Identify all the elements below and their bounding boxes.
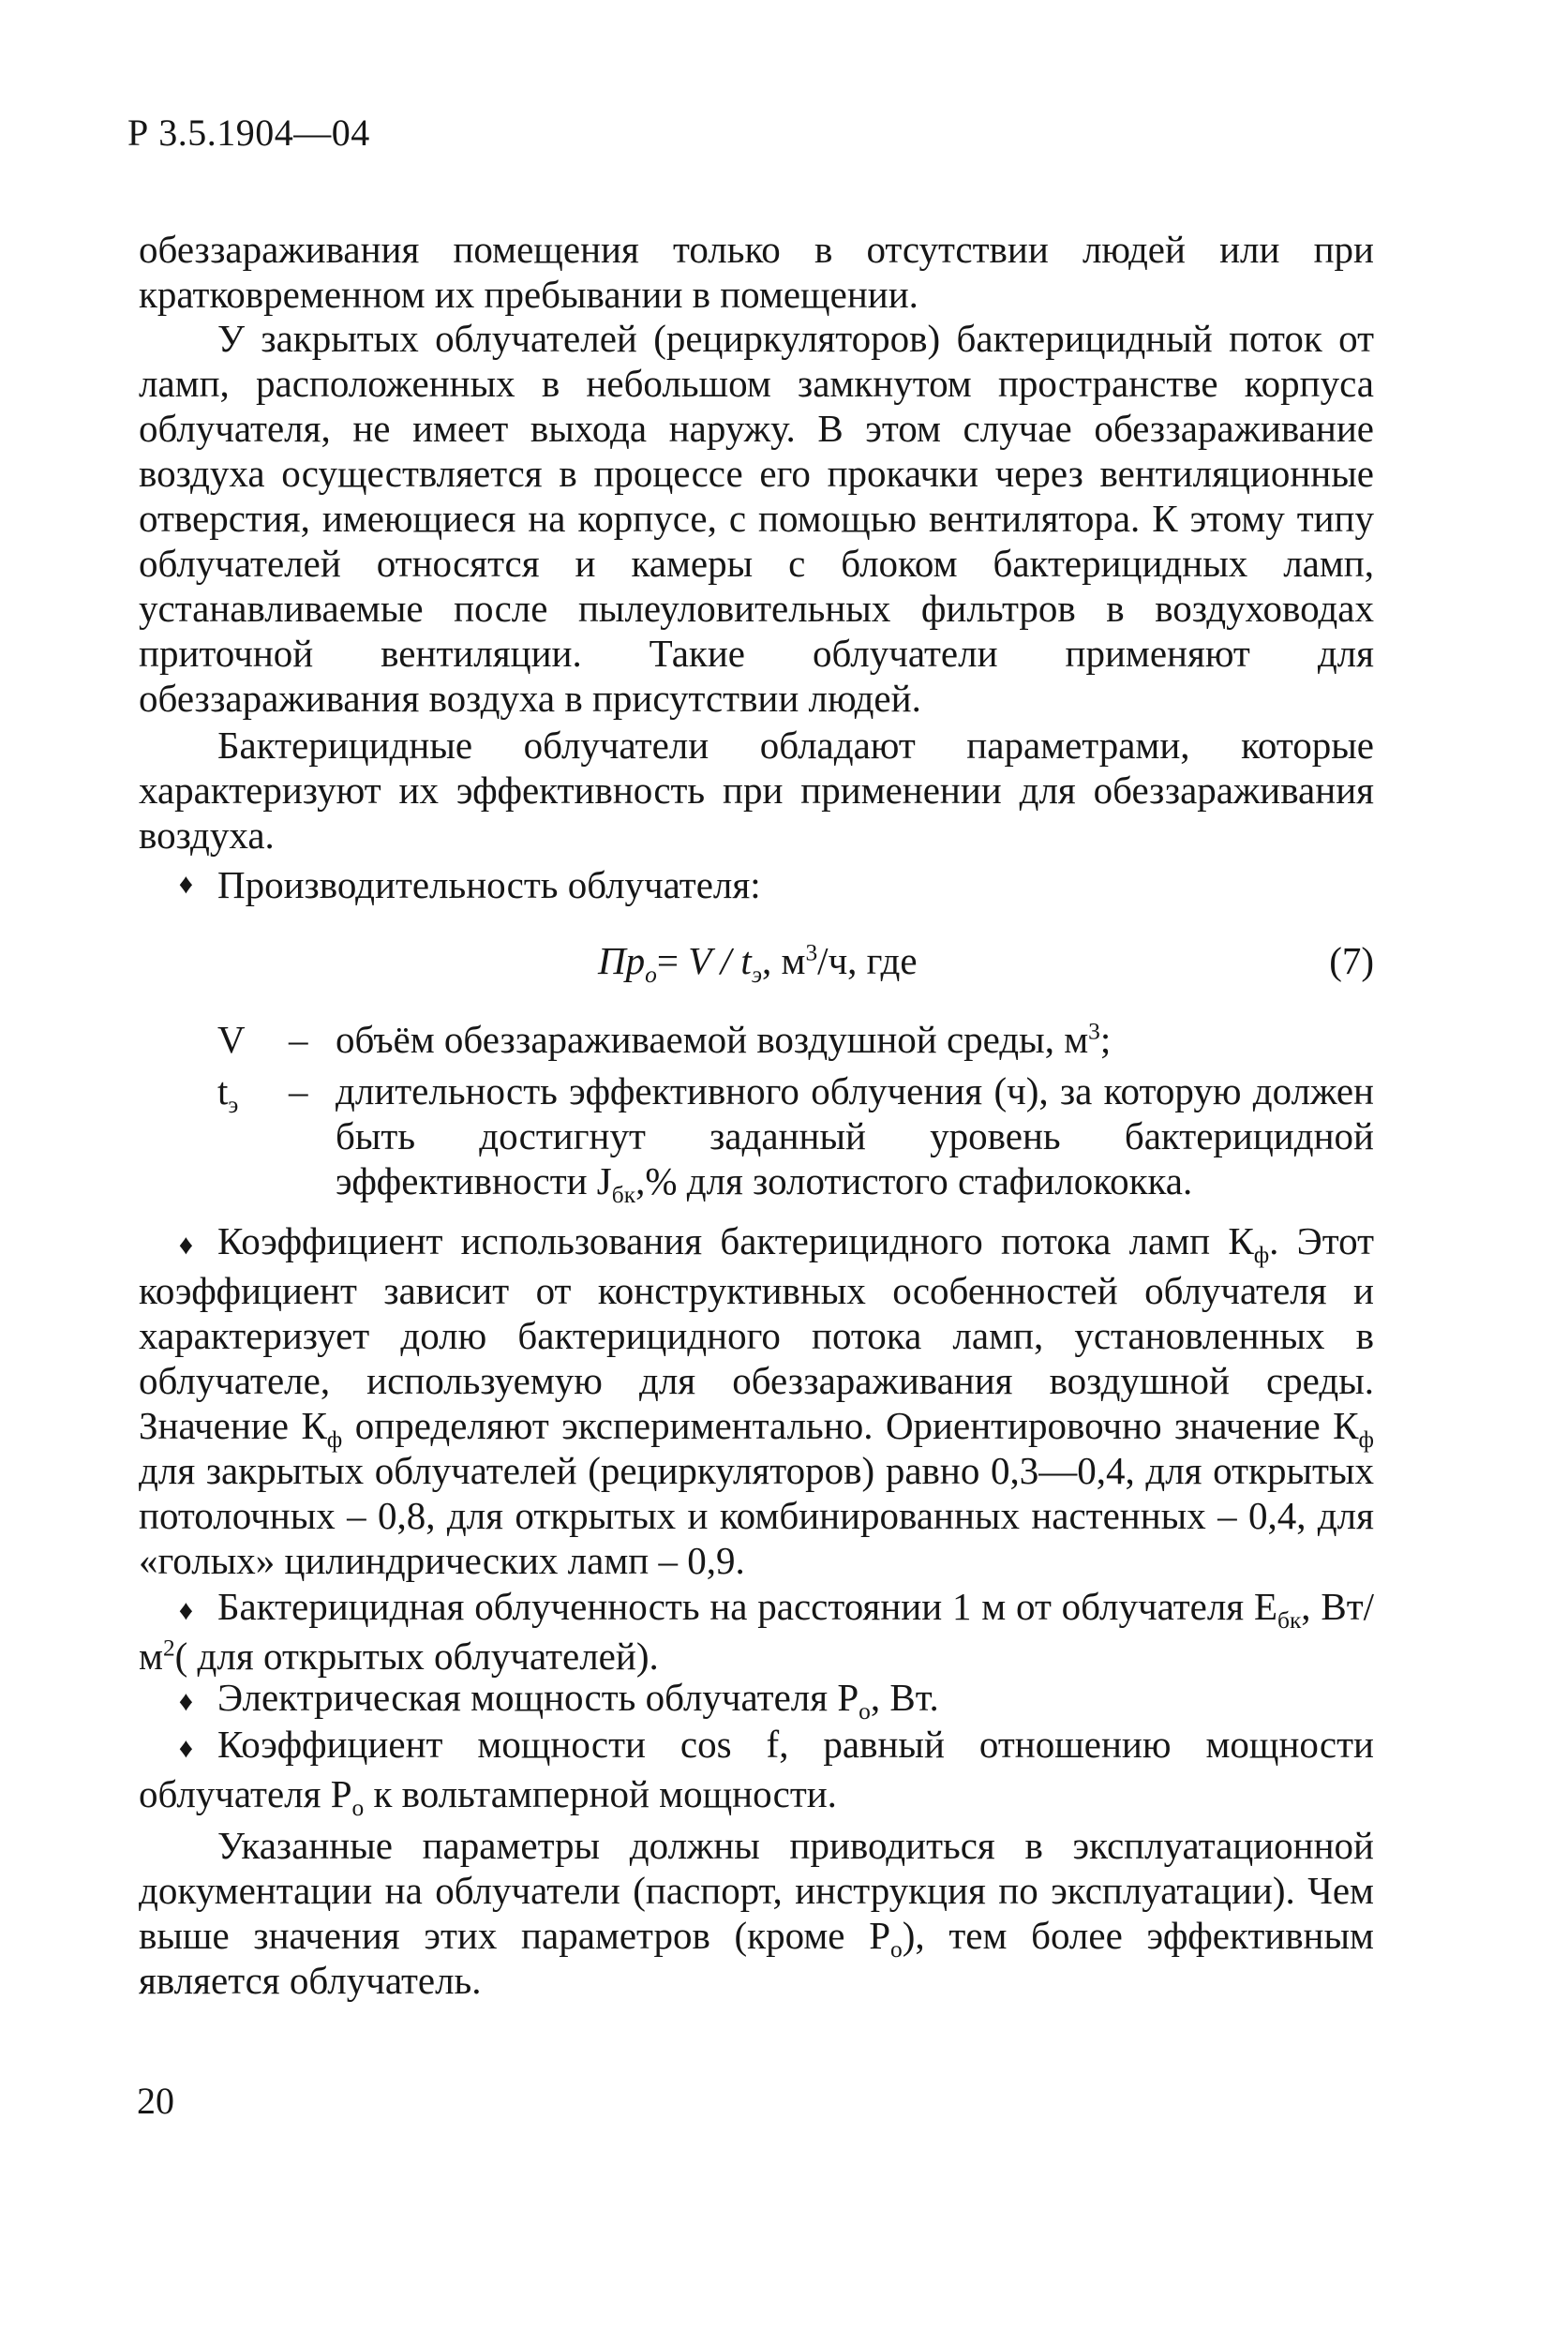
definition-dash: – [289, 1018, 308, 1061]
bullet-text: Электрическая мощность облучателя Р [217, 1676, 859, 1719]
definition-text [336, 1017, 1374, 1062]
bullet-text: Бактерицидная облученность на расстоянии 1 м от облучателя Е [217, 1585, 1278, 1628]
diamond-bullet-icon: ♦ [178, 1733, 193, 1764]
definition-text-sub: бк [611, 1182, 636, 1209]
formula-volume: V [688, 939, 711, 982]
formula-time: t [740, 939, 752, 982]
definition-text-sup: 3 [1088, 1018, 1100, 1045]
definition-dash: – [289, 1069, 308, 1112]
definition-text-end: ,% для золотистого стафилококка. [635, 1159, 1193, 1202]
diamond-bullet-icon: ♦ [178, 1595, 193, 1626]
definition-symbol: V [217, 1018, 246, 1061]
bullet-text-cont: к вольтамперной мощности. [364, 1772, 837, 1815]
bullet-text: Коэффициент использования бактерицидного потока ламп К [217, 1219, 1254, 1262]
bullet-sub: о [351, 1795, 365, 1822]
bullet-sub: ф [1253, 1242, 1270, 1269]
bullet-text-cont: , Вт/м [139, 1585, 1375, 1678]
paragraph-continuation [139, 227, 1374, 317]
definition-text-main: объём обеззараживаемой воздушной среды, м [336, 1018, 1089, 1061]
bullet-usage-coefficient [139, 1218, 1374, 1583]
formula-unit-sup: 3 [805, 939, 818, 966]
bullet-productivity [139, 862, 1374, 907]
paragraph-closed-irradiators [139, 316, 1374, 721]
formula-unit-rest: /ч, где [817, 939, 918, 982]
formula-equals: = [656, 939, 689, 982]
formula-slash: / [710, 939, 741, 982]
paragraph-text [139, 1823, 1374, 2003]
definition-text-end: ; [1099, 1018, 1112, 1061]
definition-symbol-main: t [217, 1069, 229, 1112]
bullet-text: Производительность облучателя: [217, 863, 761, 906]
bullet-electric-power [139, 1675, 1374, 1724]
definition-symbol-sub: э [228, 1092, 239, 1119]
diamond-bullet-icon: ♦ [178, 1686, 193, 1717]
diamond-bullet-icon: ♦ [178, 869, 193, 900]
closing-text-b: ), тем более эффективным является облучатель. [139, 1914, 1374, 2002]
paragraph-text: У закрытых облучателей (рециркуляторов) бактерицидный поток от ламп, расположенных в небольшом замкнутом пространстве корпуса облучателя, не имеет выхода наружу. В этом случае обеззараживание воздуха осуществляется в процессе его прокачки через вентиляционные отверстия, имеющиеся на корпусе, с помощью вентилятора. К этому типу облучателей относятся и камеры с блоком бактерицидных ламп, устанавливаемые после пылеуловительных фильтров в воздуховодах приточной вентиляции. Такие облучатели применяют для обеззараживания воздуха в присутствии людей. [139, 317, 1374, 720]
closing-text-a: Указанные параметры должны приводиться в эксплуатационной документации на облучатели (паспорт, инструкция по эксплуатации). Чем выше значения этих параметров (кроме Р [139, 1824, 1374, 1957]
page-number: 20 [137, 2080, 174, 2122]
paragraph-parameters-intro [139, 723, 1374, 858]
bullet-text-cont: . Этот коэффициент зависит от конструктивных особенностей облучателя и характеризует долю бактерицидного потока ламп, установленных в облучателе, используемую для обеззараживания воздушной среды. Значение К [139, 1219, 1374, 1447]
bullet-power-factor [139, 1722, 1374, 1822]
bullet-sub: ф [326, 1426, 343, 1454]
formula-lhs-sub: о [645, 962, 657, 989]
bullet-sup: 2 [162, 1635, 175, 1662]
formula-time-sub: э [751, 962, 763, 989]
bullet-text-cont: для закрытых облучателей (рециркуляторов) равно 0,3—0,4, для открытых потолочных – 0,8, для открытых и комбинированных настенных – 0,4, для «голых» цилиндрических ламп – 0,9. [139, 1449, 1374, 1582]
bullet-text-cont: определяют экспериментально. Ориентировочно значение К [342, 1404, 1359, 1447]
bullet-text: Коэффициент мощности cos f, равный отношению мощности облучателя Р [139, 1723, 1374, 1815]
bullet-irradiance [139, 1584, 1374, 1679]
bullet-sub: о [859, 1698, 871, 1725]
diamond-bullet-icon: ♦ [178, 1230, 193, 1261]
formula-lhs: Пр [598, 939, 646, 982]
formula-unit: , м [762, 939, 806, 982]
formula-row [139, 933, 1374, 989]
definition-text-main: длительность эффективного облучения (ч), за которую должен быть достигнут заданный уровень бактерицидной эффективности J [336, 1069, 1374, 1202]
bullet-sub: бк [1277, 1607, 1302, 1635]
formula-number: (7) [1329, 939, 1374, 982]
definition-text [336, 1068, 1374, 1209]
paragraph-text: обеззараживания помещения только в отсутствии людей или при кратковременном их пребывании в помещении. [139, 228, 1374, 316]
bullet-sub: ф [1358, 1426, 1374, 1454]
paragraph-text: Бактерицидные облучатели обладают параметрами, которые характеризуют их эффективность при применении для обеззараживания воздуха. [139, 724, 1374, 857]
bullet-text-cont: ( для открытых облучателей). [174, 1635, 659, 1678]
paragraph-closing [139, 1823, 1374, 2003]
definition-symbol [217, 1068, 274, 1119]
document-code-header: Р 3.5.1904—04 [127, 112, 370, 154]
closing-sub: о [890, 1936, 903, 1963]
formula-productivity [598, 933, 918, 989]
bullet-text-cont: , Вт. [870, 1676, 939, 1719]
